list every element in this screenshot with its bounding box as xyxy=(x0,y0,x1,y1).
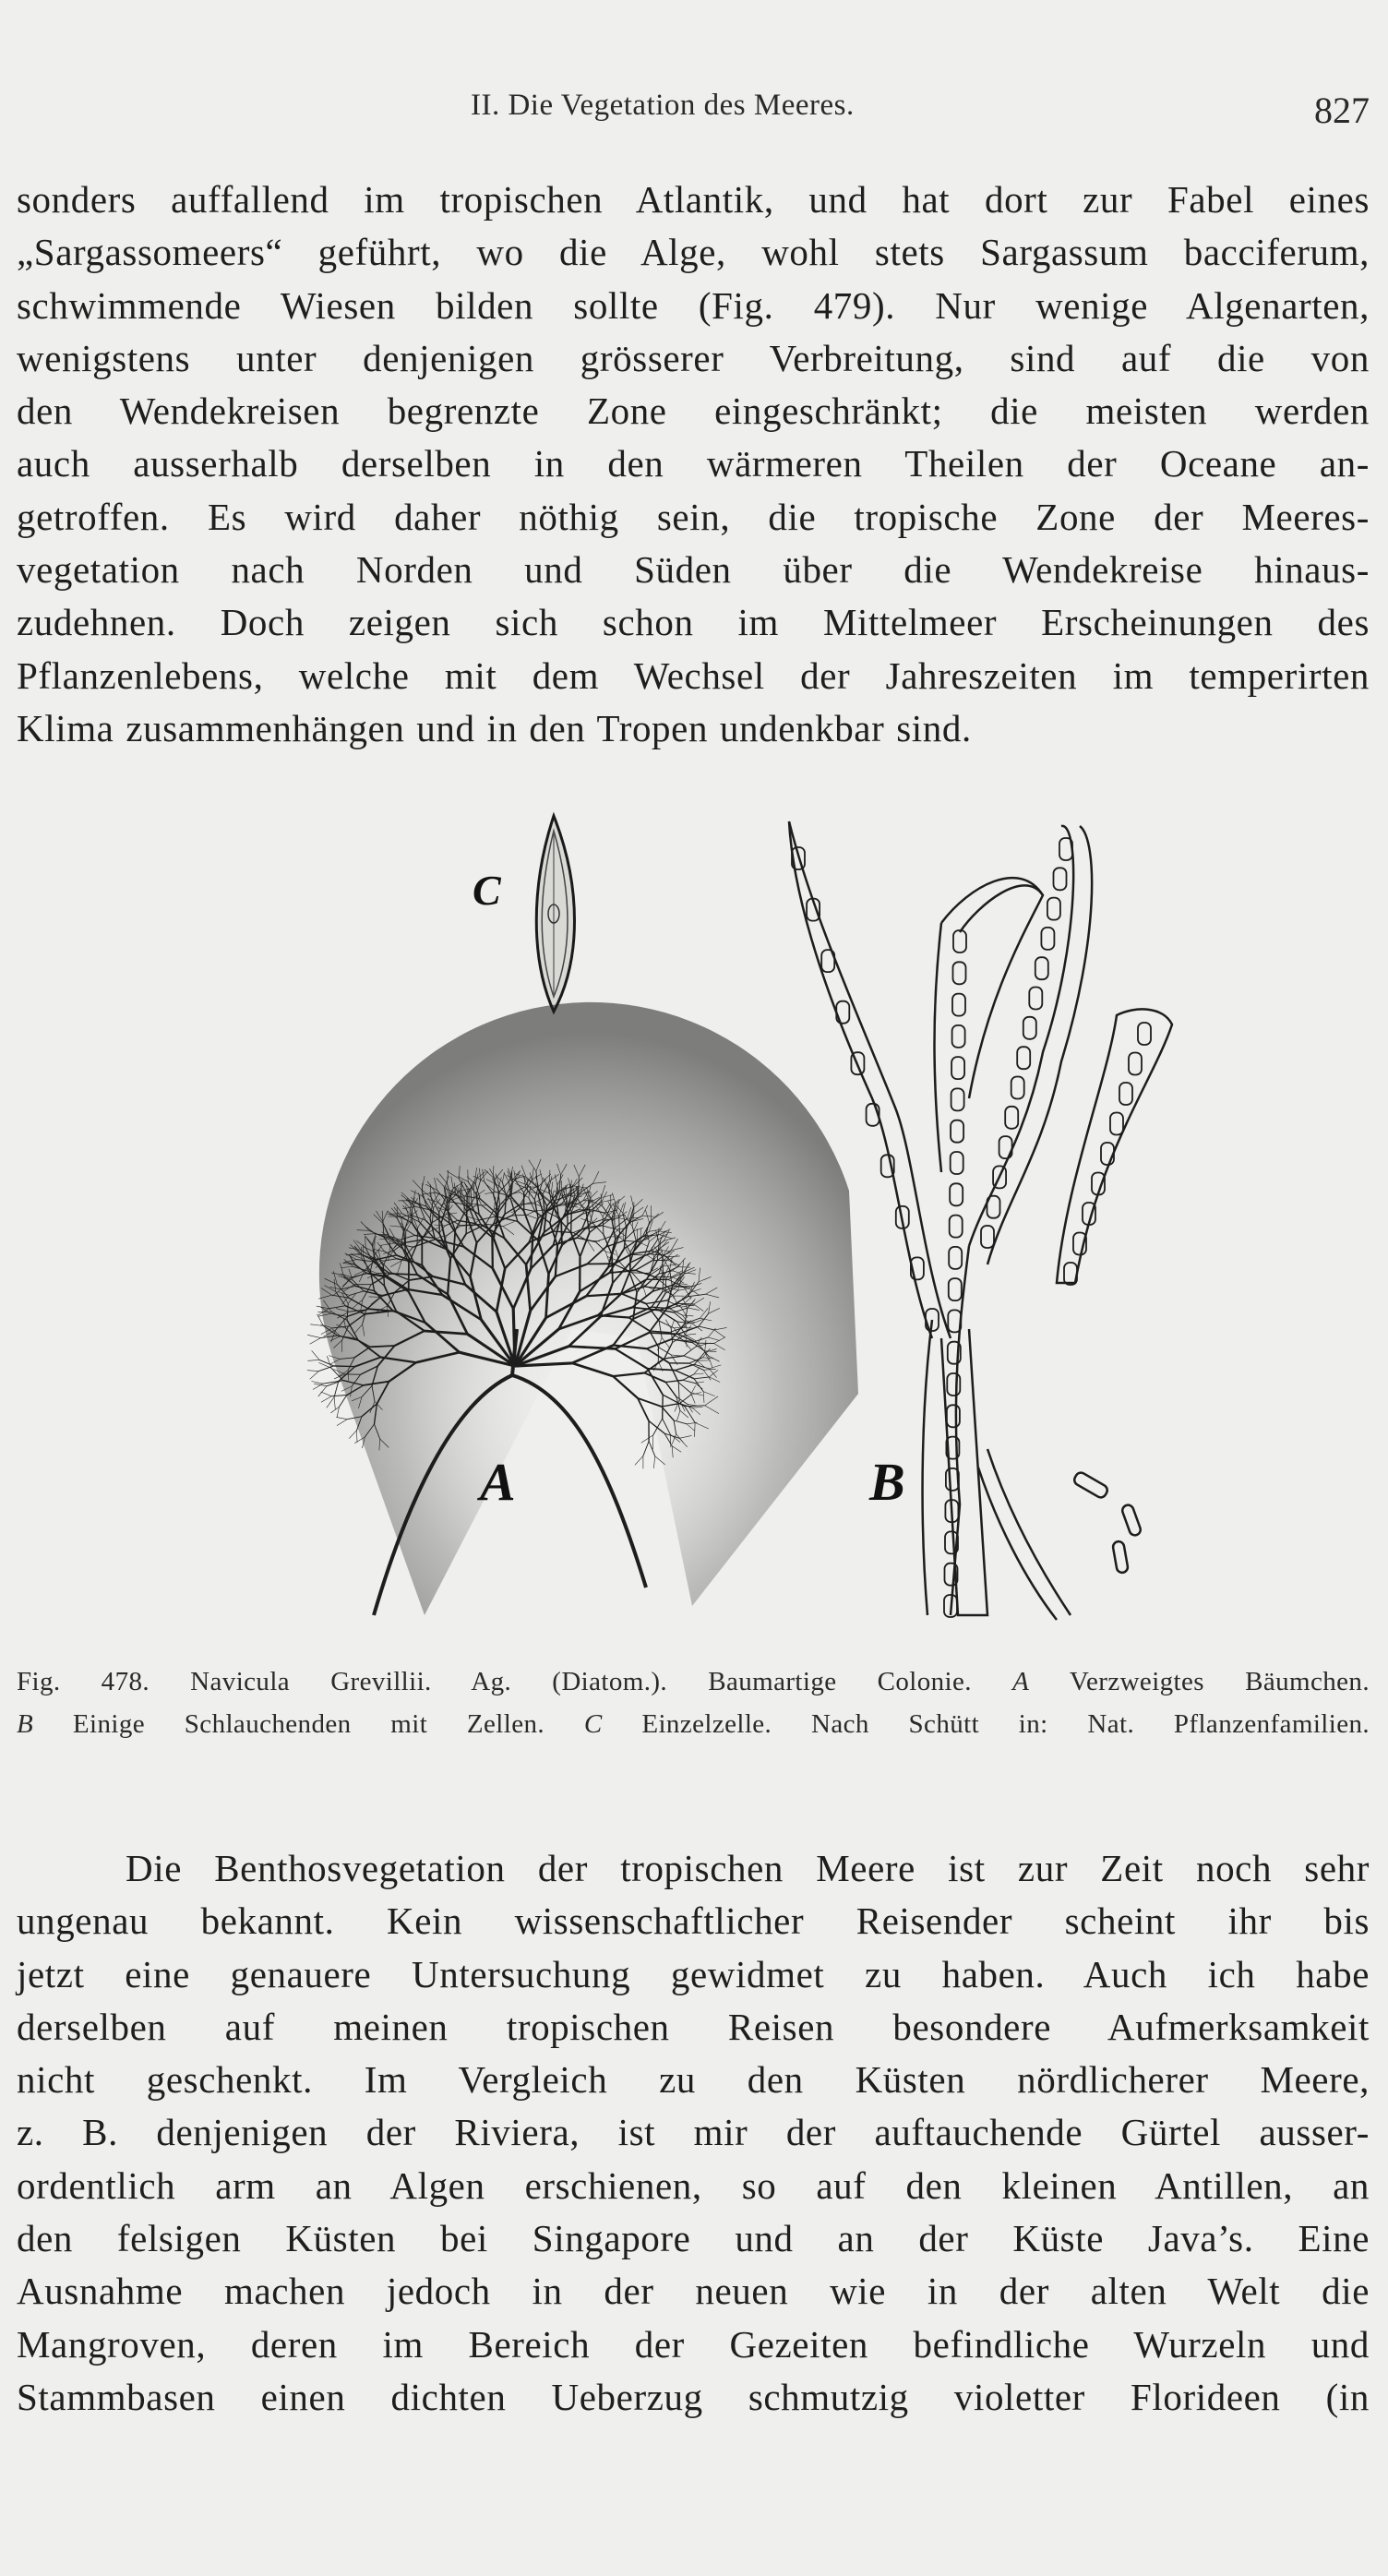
text-line: jetzt eine genauere Untersuchung gewidmet zu haben. Auch ich habe xyxy=(17,1952,1370,1995)
branch-stroke xyxy=(571,1212,572,1232)
cell-shape xyxy=(1005,1107,1018,1129)
text-line: den Wendekreisen begrenzte Zone eingeschränkt; die meisten werden xyxy=(17,389,1370,433)
text-line: Stammbasen einen dichten Ueberzug schmutzig violetter Florideen (in xyxy=(17,2375,1370,2418)
branch-stroke xyxy=(337,1420,347,1426)
cell-shape xyxy=(1041,928,1054,950)
text-line: ungenau bekannt. Kein wissenschaftlicher Reisender scheint ihr bis xyxy=(17,1899,1370,1943)
text-line: Klima zusammenhängen und in den Tropen undenkbar sind. xyxy=(17,706,972,749)
figure-label-c: C xyxy=(473,867,501,914)
text-line: wenigstens unter denjenigen grösserer Verbreitung, sind auf die von xyxy=(17,336,1370,379)
branch-stroke xyxy=(340,1396,347,1408)
text-line: auch ausserhalb derselben in den wärmeren Theilen der Oceane an- xyxy=(17,442,1370,485)
cell-shape xyxy=(950,1183,963,1205)
branch-stroke xyxy=(612,1255,613,1284)
branch-stroke xyxy=(613,1373,644,1377)
cell-shape xyxy=(949,1247,962,1269)
cell-shape xyxy=(1138,1023,1151,1045)
branch-stroke xyxy=(311,1382,322,1384)
cell-shape xyxy=(1023,1017,1036,1039)
cell-shape xyxy=(1101,1143,1114,1165)
caption-label-b: B xyxy=(17,1709,34,1739)
cell-shape xyxy=(947,1405,960,1427)
cell-shape xyxy=(950,1216,963,1238)
branch-stroke xyxy=(613,1376,638,1398)
caption-label-a: A xyxy=(1012,1667,1030,1696)
cell-shape xyxy=(1017,1047,1030,1069)
branch-stroke xyxy=(310,1338,321,1345)
caption-label-c: C xyxy=(583,1709,603,1739)
text-line: derselben auf meinen tropischen Reisen besondere Aufmerksamkeit xyxy=(17,2005,1370,2048)
branch-stroke xyxy=(349,1431,356,1439)
paragraph-1 xyxy=(17,174,1370,755)
branch-stroke xyxy=(641,1435,653,1443)
text-line: den felsigen Küsten bei Singapore und an der Küste Java’s. Eine xyxy=(17,2217,1370,2260)
text-line: sonders auffallend im tropischen Atlantik, und hat dort zur Fabel eines xyxy=(17,178,1370,221)
text-line: Pflanzenlebens, welche mit dem Wechsel der Jahreszeiten im temperirten xyxy=(17,653,1370,697)
branch-stroke xyxy=(561,1220,562,1245)
cell-shape xyxy=(1129,1053,1142,1075)
tree-colony-drawing xyxy=(307,1002,858,1615)
cell-shape xyxy=(953,962,966,984)
branch-stroke xyxy=(652,1260,668,1261)
branch-stroke xyxy=(649,1441,655,1456)
figure-label-a: A xyxy=(480,1452,516,1512)
single-cell-drawing xyxy=(536,816,574,1012)
figure-label-b: B xyxy=(869,1452,905,1512)
branch-stroke xyxy=(310,1372,319,1380)
cell-shape xyxy=(1119,1083,1132,1105)
branch-stroke xyxy=(312,1350,320,1360)
branch-stroke xyxy=(336,1417,347,1419)
text-line: ordentlich arm an Algen erschienen, so auf den kleinen Antillen, an xyxy=(17,2163,1370,2207)
branch-stroke xyxy=(377,1273,392,1274)
text-line: getroffen. Es wird daher nöthig sein, die tropische Zone der Meeres- xyxy=(17,495,1370,538)
text-line: Die Benthosvegetation der tropischen Meere ist zur Zeit noch sehr xyxy=(126,1847,1370,1889)
caption-text: Fig. 478. Navicula Grevillii. Ag. (Diatom.). Baumartige Colonie. xyxy=(17,1667,972,1696)
figure-478 xyxy=(175,803,1237,1634)
cell-shape xyxy=(952,1025,965,1048)
branch-stroke xyxy=(653,1456,654,1468)
branch-stroke xyxy=(307,1371,318,1372)
branch-stroke xyxy=(318,1386,327,1396)
cell-shape xyxy=(953,930,966,953)
branch-stroke xyxy=(635,1456,643,1465)
cell-shape xyxy=(1110,1113,1123,1135)
cell-shape xyxy=(1047,898,1060,920)
branch-stroke xyxy=(357,1431,358,1443)
text-line: „Sargassomeers“ geführt, wo die Alge, wohl stets Sargassum bacciferum, xyxy=(17,231,1370,274)
cell-shape xyxy=(949,1278,962,1300)
caption-text: Einige Schlauchenden mit Zellen. xyxy=(72,1709,545,1739)
branch-stroke xyxy=(307,1335,320,1337)
caption-text: Verzweigtes Bäumchen. xyxy=(1069,1667,1370,1696)
branch-stroke xyxy=(334,1366,355,1367)
figure-caption-line-1 xyxy=(17,1667,1370,1697)
cell-shape xyxy=(981,1226,994,1248)
branch-stroke xyxy=(321,1392,331,1396)
cell-shape xyxy=(951,1120,963,1143)
cell-shape xyxy=(951,1152,963,1174)
branch-stroke xyxy=(572,1363,613,1376)
text-line: nicht geschenkt. Im Vergleich zu den Küsten nördlicherer Meere, xyxy=(17,2058,1370,2102)
text-line: zudehnen. Doch zeigen sich schon im Mittelmeer Erscheinungen des xyxy=(17,601,1370,644)
branch-stroke xyxy=(321,1396,331,1403)
paragraph-2 xyxy=(17,1842,1370,2424)
branch-stroke xyxy=(327,1381,342,1386)
branch-stroke xyxy=(319,1360,334,1366)
cell-shape xyxy=(951,1057,964,1079)
page-number: 827 xyxy=(1314,90,1370,131)
text-line: schwimmende Wiesen bilden sollte (Fig. 479). Nur wenige Algenarten, xyxy=(17,283,1370,327)
cell-shape xyxy=(1035,957,1048,979)
text-line: Mangroven, deren im Bereich der Gezeiten befindliche Wurzeln und xyxy=(17,2322,1370,2366)
cell-shape xyxy=(952,994,965,1016)
branch-stroke xyxy=(327,1397,334,1408)
figure-caption-line-2 xyxy=(17,1709,1370,1740)
cell-shape xyxy=(1029,988,1042,1010)
cell-shape xyxy=(1054,868,1067,890)
cell-shape xyxy=(1011,1077,1024,1099)
cell-shape xyxy=(951,1088,964,1110)
branch-stroke xyxy=(643,1441,649,1456)
text-line: vegetation nach Norden und Süden über die Wendekreise hinaus- xyxy=(17,548,1370,592)
caption-text: Einzelzelle. Nach Schütt in: Nat. Pflanzenfamilien. xyxy=(641,1709,1370,1739)
text-line: z. B. denjenigen der Riviera, ist mir der auftauchende Gürtel ausser- xyxy=(17,2111,1370,2154)
cell-shape xyxy=(947,1373,960,1396)
diatom-illustration xyxy=(175,803,1237,1634)
text-line: Ausnahme machen jedoch in der neuen wie in der alten Welt die xyxy=(17,2270,1370,2313)
branch-stroke xyxy=(334,1397,335,1409)
running-head: II. Die Vegetation des Meeres. xyxy=(471,89,855,122)
